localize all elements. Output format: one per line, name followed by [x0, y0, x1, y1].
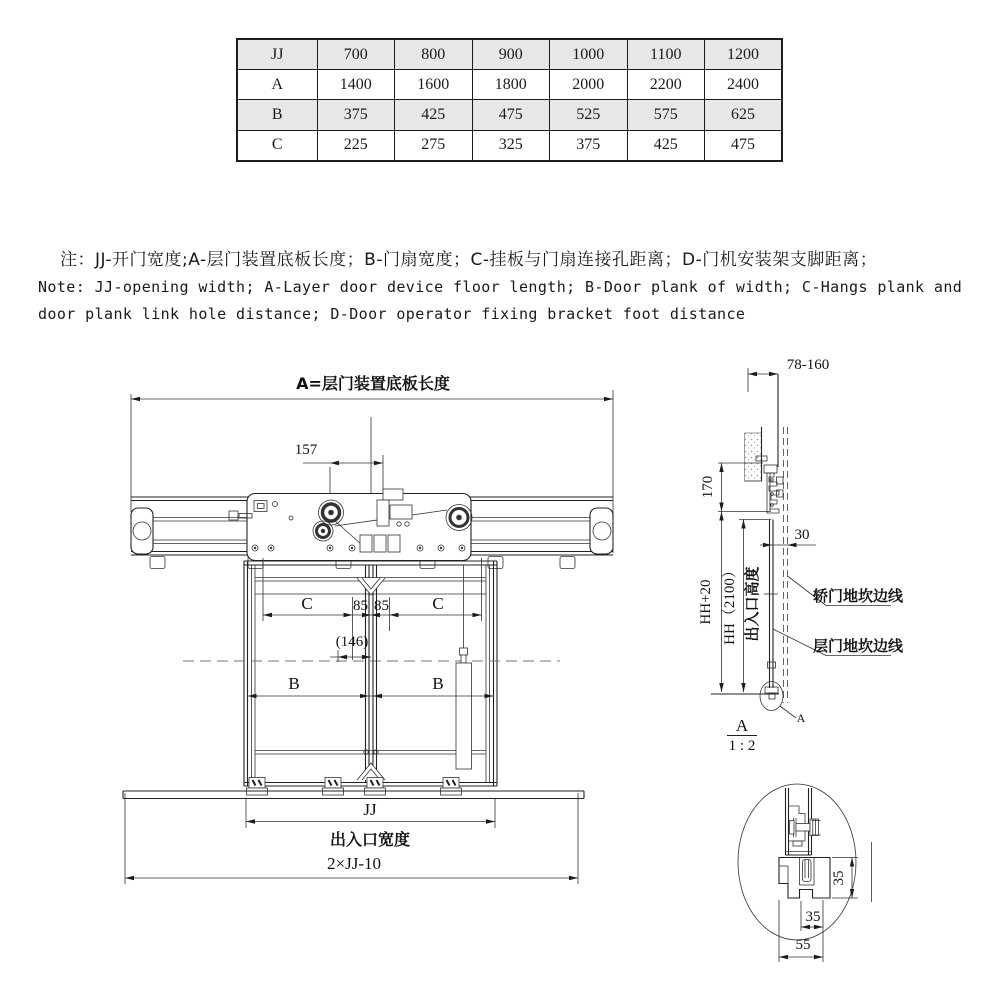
cell: 375 [317, 100, 395, 130]
detail-dim-55-label: 55 [795, 937, 811, 953]
dim-b-left-label: B [288, 674, 300, 693]
cell: 425 [627, 130, 705, 161]
detail-door-panel [786, 788, 821, 855]
cell: 900 [472, 39, 550, 70]
detail-bolt [796, 824, 810, 832]
idler-pulley [313, 521, 333, 541]
detail-dim-35-horizontal [801, 900, 823, 931]
return-pulley [446, 505, 472, 531]
entrance-width-label: 出入口宽度 [329, 830, 411, 849]
cell: 325 [472, 130, 550, 161]
door-panels [183, 561, 560, 795]
detail-scale-label: 1 : 2 [728, 738, 756, 754]
header-right-end-cap [590, 508, 613, 554]
door-operator-header [131, 489, 613, 569]
belt-tensioner-bolt [229, 511, 238, 520]
dim-hh20 [698, 512, 724, 693]
detail-guide-shoe [803, 860, 812, 882]
side-view-drawing [698, 357, 904, 754]
cell: 1200 [705, 39, 783, 70]
dim-c-85-chain [263, 558, 482, 660]
entrance-height-label: 出入口高度 [743, 566, 761, 642]
detail-ref-label: A [796, 711, 806, 725]
cell: 1000 [550, 39, 628, 70]
dim-jj-label: JJ [363, 800, 377, 819]
cell: 275 [395, 130, 473, 161]
cell: 525 [550, 100, 628, 130]
dim-30-label: 30 [794, 527, 810, 543]
cell: 700 [317, 39, 395, 70]
dim-hh2100-label: HH（2100） [722, 563, 738, 645]
dim-c-right-label: C [432, 594, 444, 613]
cell: 1800 [472, 70, 550, 100]
cell: 1400 [317, 70, 395, 100]
detail-title [727, 716, 757, 754]
cell: 2200 [627, 70, 705, 100]
cell: 225 [317, 130, 395, 161]
detail-name-label: A [735, 716, 749, 735]
cell: 425 [395, 100, 473, 130]
car-sill-label: 轿门地坎边线 [812, 587, 904, 605]
dim-85-right-label: 85 [374, 598, 389, 614]
dim-2jj-label: 2×JJ-10 [327, 854, 381, 873]
dim-157-label: 157 [294, 442, 318, 458]
detail-nut [810, 819, 819, 836]
cell: 625 [705, 100, 783, 130]
dim-hh20-label: HH+20 [698, 579, 714, 625]
wall-section [745, 427, 762, 481]
dim-78-160-label: 78-160 [786, 357, 830, 373]
dim-jj [125, 793, 578, 884]
dim-170 [700, 463, 724, 512]
row-header-a: A [237, 70, 317, 100]
dim-c-left-label: C [301, 594, 313, 613]
front-view-drawing [123, 374, 613, 884]
detail-dim-35v-label: 35 [831, 870, 847, 886]
dim-b-right-label: B [432, 674, 444, 693]
cell: 575 [627, 100, 705, 130]
header-left-end-cap [131, 508, 153, 554]
note-line-zh: 注：JJ-开门宽度;A-层门装置底板长度；B-门扇宽度；C-挂板与门扇连接孔距离；D-门机安装架支脚距离； [60, 250, 878, 270]
dim-146 [330, 634, 371, 662]
car-sill-leader [788, 576, 904, 606]
dim-170-label: 170 [700, 475, 716, 499]
row-header-c: C [237, 130, 317, 161]
row-header-b: B [237, 100, 317, 130]
note-line-en-2: door plank link hole distance; D-Door operator fixing bracket foot distance [38, 305, 746, 323]
row-header-jj: JJ [237, 39, 317, 70]
detail-dim-35h-label: 35 [805, 909, 821, 925]
dim-85-left-label: 85 [353, 598, 368, 614]
detail-sill-profile [779, 858, 830, 899]
note-line-en-1: Note: JJ-opening width; A-Layer door device floor length; B-Door plank of width; C-Hangs plank and [38, 278, 963, 296]
dim-146-label: (146) [335, 634, 369, 650]
cell: 800 [395, 39, 473, 70]
dim-78-160 [748, 357, 829, 392]
landing-sill-label: 层门地坎边线 [812, 637, 904, 655]
cell: 475 [472, 100, 550, 130]
dim-a-label: A=层门装置底板长度 [296, 374, 450, 393]
cell: 2400 [705, 70, 783, 100]
dim-hh2100 [721, 520, 761, 693]
closing-weight [456, 565, 472, 769]
cell: 375 [550, 130, 628, 161]
top-vane-chevron [357, 578, 385, 595]
cell: 475 [705, 130, 783, 161]
landing-sill-leader [773, 629, 904, 656]
cell: 1100 [627, 39, 705, 70]
cell: 1600 [395, 70, 473, 100]
detail-callout [760, 682, 806, 726]
cell: 2000 [550, 70, 628, 100]
dim-30 [760, 527, 816, 547]
landing-sill-front [123, 791, 584, 799]
mechanism-plate [247, 494, 471, 561]
detail-boundary-ellipse [738, 784, 856, 940]
detail-a-drawing [738, 784, 872, 962]
detail-dim-35-vertical [831, 858, 858, 899]
